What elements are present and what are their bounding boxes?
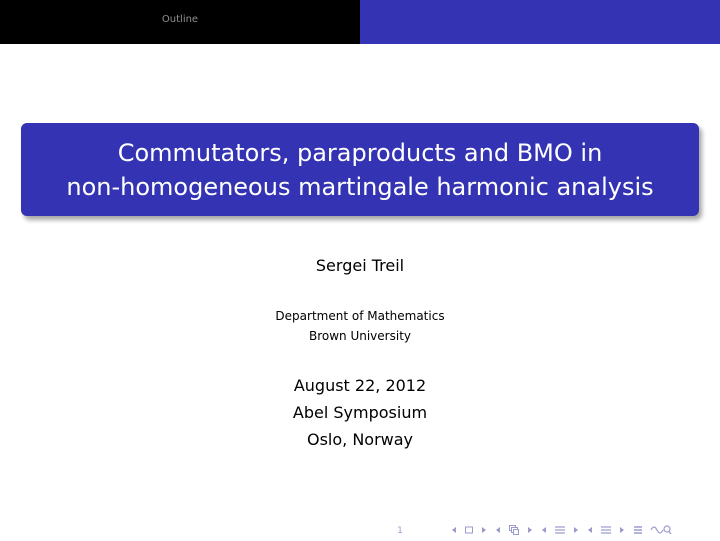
header-outline-section[interactable]	[0, 0, 360, 44]
search-icon[interactable]	[650, 524, 672, 536]
slide-right-icon[interactable]	[618, 525, 626, 535]
page-number: 1	[397, 526, 403, 536]
section-left-icon[interactable]	[540, 525, 548, 535]
title-line-2: non-homogeneous martingale harmonic analysis	[66, 172, 654, 201]
date-line: August 22, 2012	[293, 376, 427, 395]
section-right-icon[interactable]	[572, 525, 580, 535]
subsection-right-icon[interactable]	[526, 525, 534, 535]
title-box	[21, 123, 699, 216]
outline-link[interactable]: Outline	[161, 14, 199, 25]
event-line: Abel Symposium	[292, 403, 428, 422]
location-line: Oslo, Norway	[306, 430, 414, 449]
subsection-icon	[508, 524, 520, 536]
frame-right-icon[interactable]	[480, 525, 488, 535]
slide-icon	[600, 525, 612, 535]
frame-left-icon[interactable]	[450, 525, 458, 535]
section-icon	[554, 525, 566, 535]
subsection-left-icon[interactable]	[494, 525, 502, 535]
frame-icon	[464, 525, 474, 535]
align-icon[interactable]	[632, 524, 644, 536]
slide-left-icon[interactable]	[586, 525, 594, 535]
navigation-symbols	[450, 523, 672, 537]
institute-department: Department of Mathematics	[275, 309, 445, 323]
header-right-section	[360, 0, 720, 44]
header-bar	[0, 0, 720, 44]
institute-university: Brown University	[308, 329, 411, 343]
title-line-1: Commutators, paraproducts and BMO in	[117, 138, 603, 167]
author-name: Sergei Treil	[315, 256, 405, 275]
